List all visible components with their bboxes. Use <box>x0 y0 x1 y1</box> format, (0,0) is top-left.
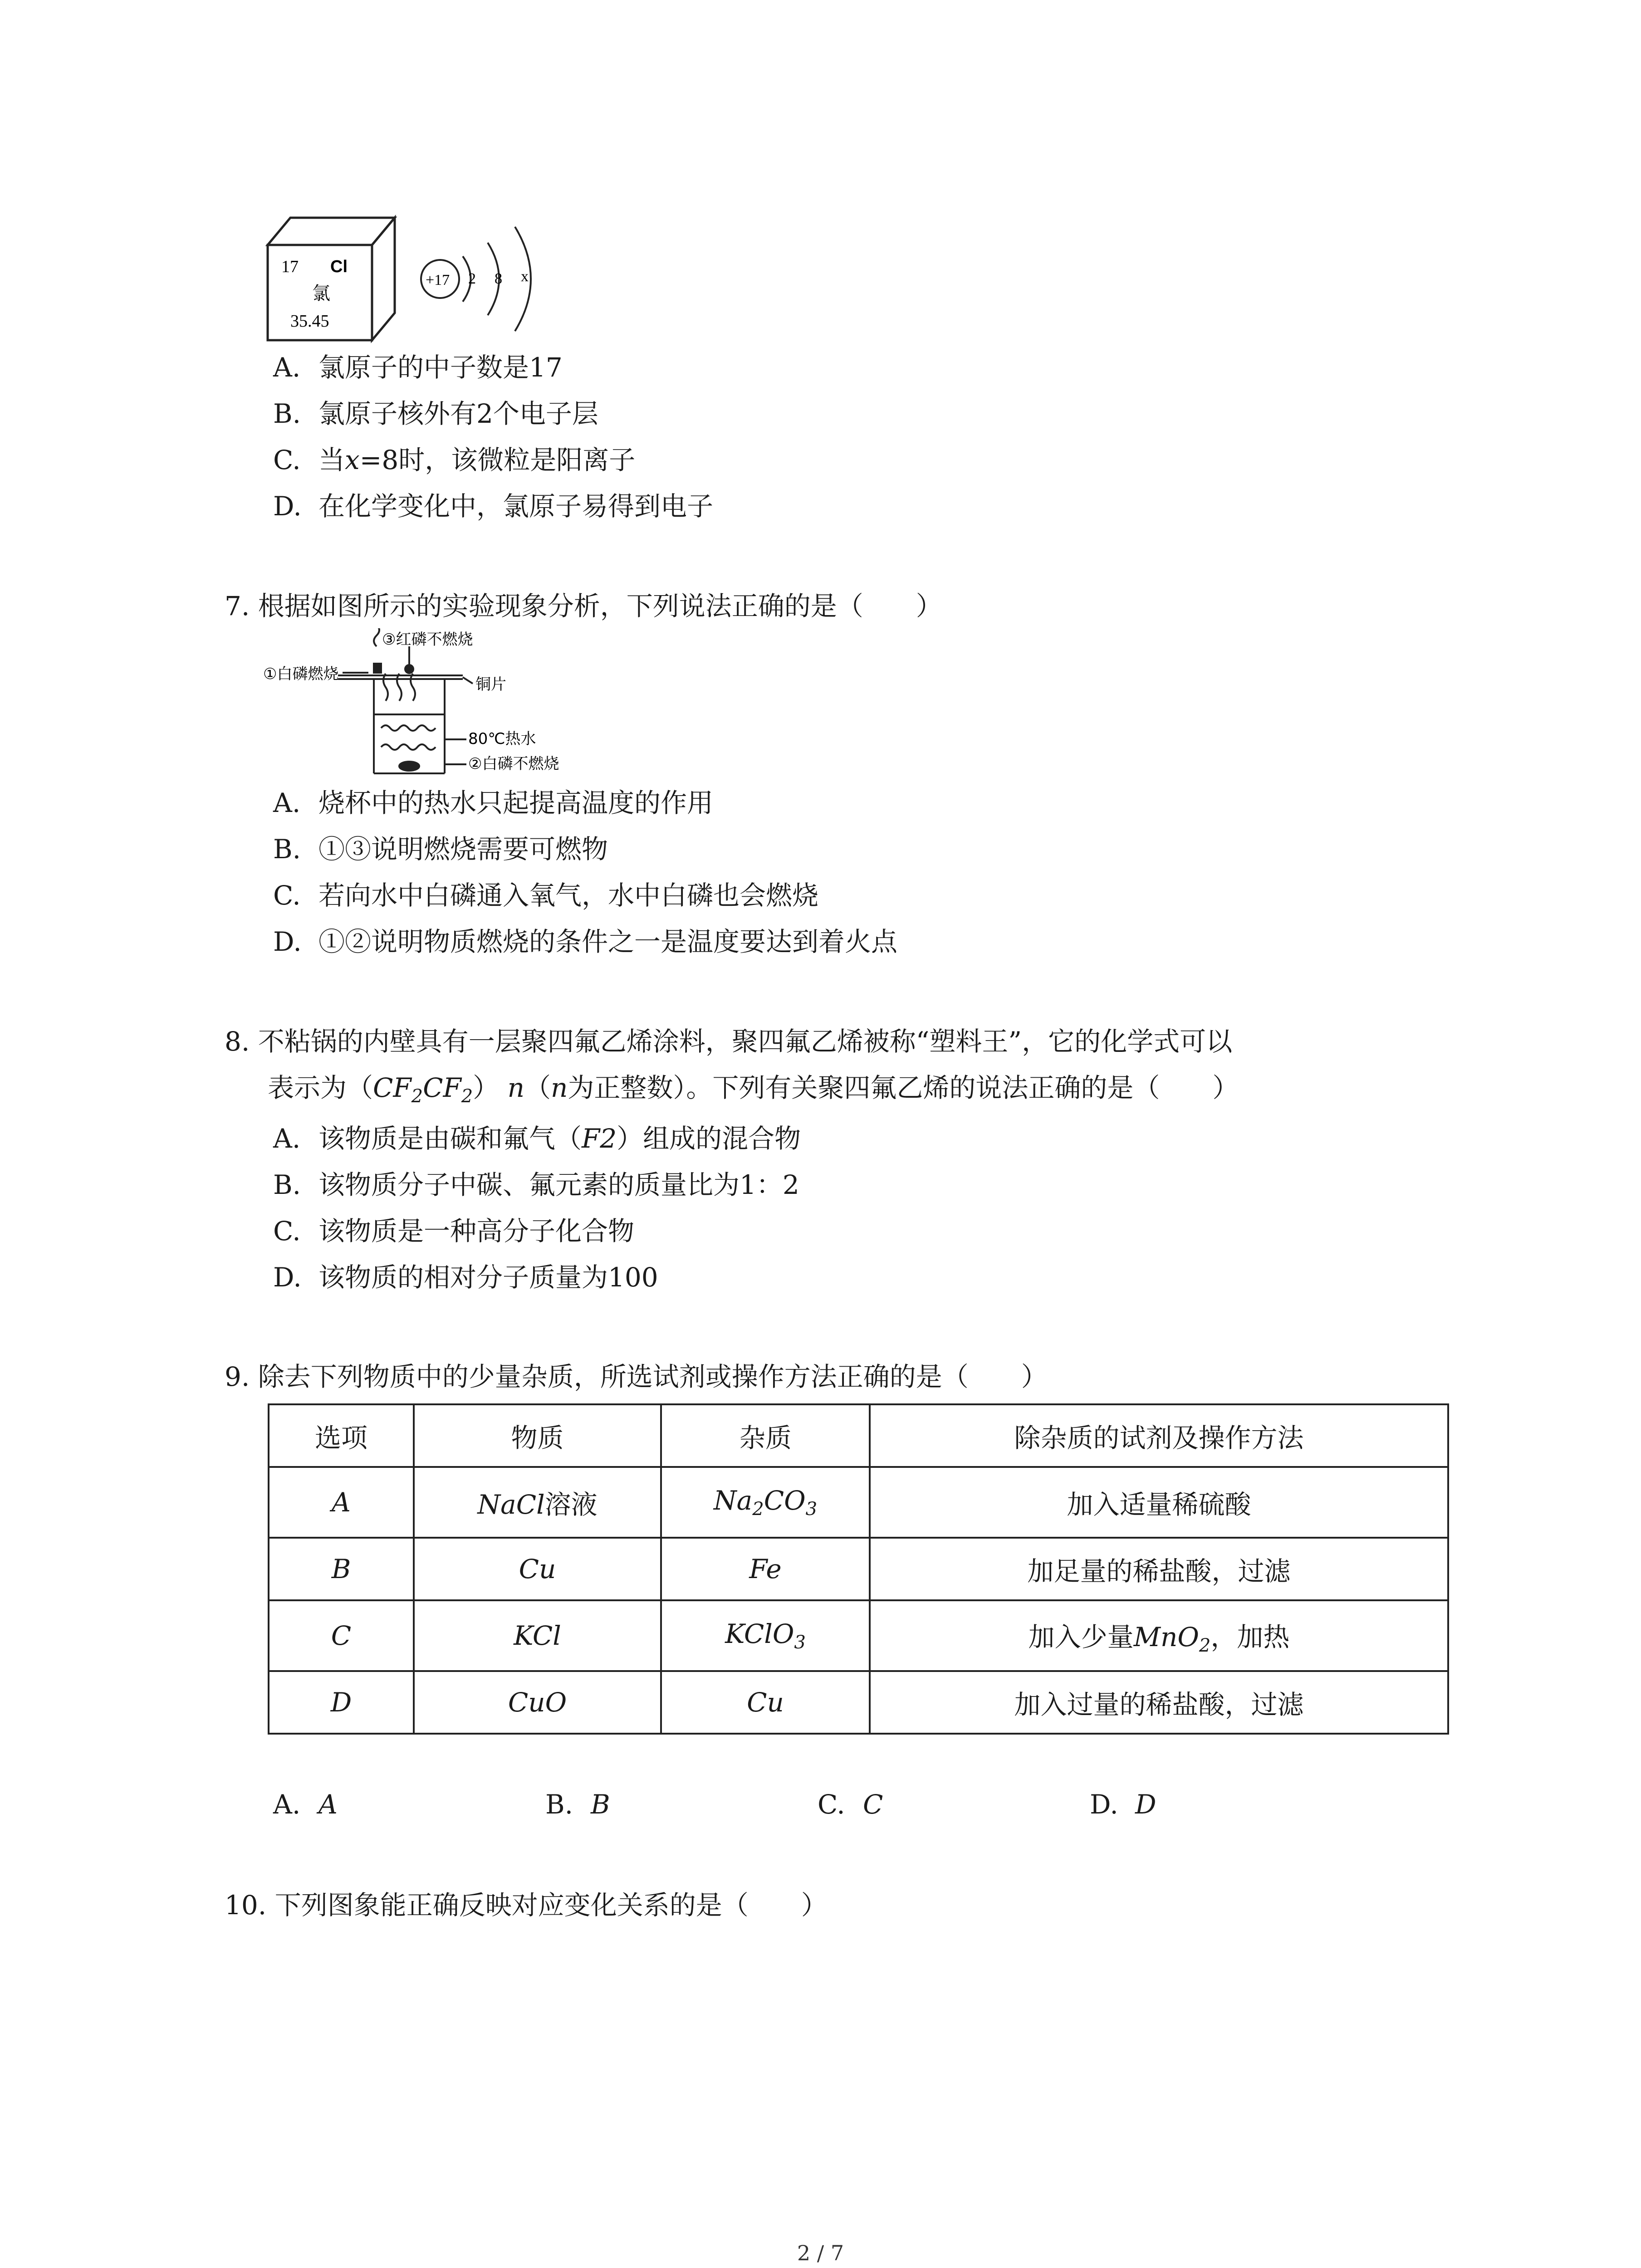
q8-option-c <box>273 1213 634 1249</box>
q6-option-b <box>273 396 598 432</box>
label-white-water: ②白磷不燃烧 <box>468 755 559 773</box>
option-letter: D. <box>273 1262 302 1293</box>
cell-substance: NaCl溶液 <box>414 1467 661 1538</box>
n-var: n <box>507 1072 524 1103</box>
header-impurity: 杂质 <box>661 1404 870 1467</box>
element-number: 17 <box>281 257 299 276</box>
cell-method: 加入适量稀硫酸 <box>870 1467 1448 1538</box>
option-text: 若向水中白磷通入氧气，水中白磷也会燃烧 <box>318 880 819 911</box>
cell-option: A <box>269 1467 414 1538</box>
option-text: ①③说明燃烧需要可燃物 <box>318 834 608 865</box>
shell-2: 8 <box>495 270 502 287</box>
table-row <box>269 1600 1448 1671</box>
q8-option-a <box>273 1120 801 1157</box>
stem-text: 为正整数）。下列有关聚四氟乙烯的说法正确的是（ ） <box>568 1072 1239 1103</box>
option-letter: A. <box>273 1123 301 1154</box>
option-letter: D. <box>273 926 302 957</box>
cell-impurity: KClO$_3$ <box>661 1600 870 1671</box>
cell-impurity: $Na_2CO_3$ <box>661 1467 870 1538</box>
question-number: 9. <box>225 1361 250 1392</box>
table-row <box>269 1467 1448 1538</box>
cell-impurity: Fe <box>661 1538 870 1600</box>
label-copper: 铜片 <box>475 675 506 694</box>
option-text: 该物质的相对分子质量为100 <box>318 1262 658 1293</box>
option-text: 该物质是由碳和氟气（ <box>318 1123 582 1154</box>
q6-option-c <box>273 442 635 478</box>
stem-text: ） <box>473 1072 500 1103</box>
stem-text: （ <box>524 1072 551 1103</box>
q10-stem <box>225 1887 828 1923</box>
question-text: 不粘锅的内壁具有一层聚四氟乙烯涂料，聚四氟乙烯被称“塑料王”，它的化学式可以 <box>258 1026 1233 1057</box>
cell-impurity: Cu <box>661 1671 870 1734</box>
option-letter: B. <box>273 398 301 429</box>
q7-option-b <box>273 831 608 867</box>
option-letter: C. <box>273 445 301 475</box>
header-option: 选项 <box>269 1404 414 1467</box>
shell-3: x <box>521 268 529 285</box>
option-letter: A. <box>273 787 301 818</box>
q9-stem <box>225 1359 1048 1395</box>
option-var: x <box>345 445 360 475</box>
option-text: 该物质是一种高分子化合物 <box>318 1216 635 1246</box>
cell-substance: KCl <box>414 1600 661 1671</box>
option-text: 氯原子核外有2个电子层 <box>318 398 598 429</box>
cell-substance: CuO <box>414 1671 661 1734</box>
cell-method: 加足量的稀盐酸，过滤 <box>870 1538 1448 1600</box>
element-card <box>268 218 395 340</box>
table-row <box>269 1538 1448 1600</box>
option-text: 氯原子的中子数是17 <box>318 352 563 383</box>
cell-option: B <box>269 1538 414 1600</box>
atom-diagram <box>421 227 531 331</box>
option-text: ）组成的混合物 <box>617 1123 801 1154</box>
shell-1: 2 <box>468 270 476 287</box>
chlorine-figure <box>263 213 554 349</box>
header-method: 除杂质的试剂及操作方法 <box>870 1404 1448 1467</box>
question-text: 除去下列物质中的少量杂质，所选试剂或操作方法正确的是（ ） <box>258 1361 1048 1392</box>
option-letter: C. <box>273 880 301 911</box>
table-row <box>269 1671 1448 1734</box>
question-number: 7. <box>225 591 250 621</box>
header-substance: 物质 <box>414 1404 661 1467</box>
cell-substance: Cu <box>414 1538 661 1600</box>
option-text: 烧杯中的热水只起提高温度的作用 <box>318 787 714 818</box>
element-symbol: Cl <box>330 257 348 276</box>
page-number: 2 / 7 <box>797 2241 844 2265</box>
option-text: 在化学变化中，氯原子易得到电子 <box>318 491 714 522</box>
option-letter: A. <box>273 352 301 383</box>
answer-b: B. B <box>545 1789 610 1820</box>
table-header-row <box>269 1404 1448 1467</box>
q8-option-d <box>273 1259 658 1295</box>
q8-stem-line1 <box>225 1023 1232 1060</box>
q7-option-c <box>273 877 818 914</box>
q8-option-b <box>273 1167 799 1203</box>
option-var: F2 <box>582 1123 617 1154</box>
option-letter: C. <box>273 1216 301 1246</box>
cell-option: D <box>269 1671 414 1734</box>
q7-stem <box>225 588 942 624</box>
question-number: 10. <box>225 1890 267 1921</box>
question-number: 8. <box>225 1026 250 1057</box>
n-var: n <box>551 1072 568 1103</box>
formula: $CF_2CF_2$ <box>373 1072 473 1107</box>
q6-option-a <box>273 349 563 386</box>
cell-method: 加入过量的稀盐酸，过滤 <box>870 1671 1448 1734</box>
nucleus-charge: +17 <box>426 272 450 288</box>
stem-text: 表示为（ <box>268 1072 373 1103</box>
answer-d: D. D <box>1090 1789 1156 1820</box>
label-water: 80℃热水 <box>468 730 536 748</box>
q6-option-d <box>273 488 713 524</box>
option-letter: B. <box>273 1169 301 1200</box>
cell-option: C <box>269 1600 414 1671</box>
answer-a: A. A <box>273 1789 338 1820</box>
option-letter: B. <box>273 834 301 865</box>
option-text: 该物质分子中碳、氟元素的质量比为1：2 <box>318 1169 799 1200</box>
element-name: 氯 <box>312 283 330 304</box>
label-white-top: ①白磷燃烧 <box>263 665 339 683</box>
q8-stem-line2 <box>268 1070 1239 1114</box>
question-text: 下列图象能正确反映对应变化关系的是（ ） <box>274 1890 828 1921</box>
question-text: 根据如图所示的实验现象分析，下列说法正确的是（ ） <box>258 591 942 621</box>
option-text: 当 <box>318 445 345 475</box>
option-text: =8时，该微粒是阳离子 <box>359 445 636 475</box>
option-text: ①②说明物质燃烧的条件之一是温度要达到着火点 <box>318 926 898 957</box>
answer-c: C. C <box>818 1789 883 1820</box>
cell-method: 加入少量MnO$_2$，加热 <box>870 1600 1448 1671</box>
element-mass: 35.45 <box>290 312 329 331</box>
q7-option-d <box>273 924 897 960</box>
q9-table <box>268 1403 1449 1735</box>
option-letter: D. <box>273 491 302 522</box>
beaker-drawing <box>338 628 473 773</box>
combustion-experiment-figure <box>263 628 608 782</box>
q7-option-a <box>273 785 713 821</box>
label-red-phosphorus: ③红磷不燃烧 <box>382 631 473 649</box>
